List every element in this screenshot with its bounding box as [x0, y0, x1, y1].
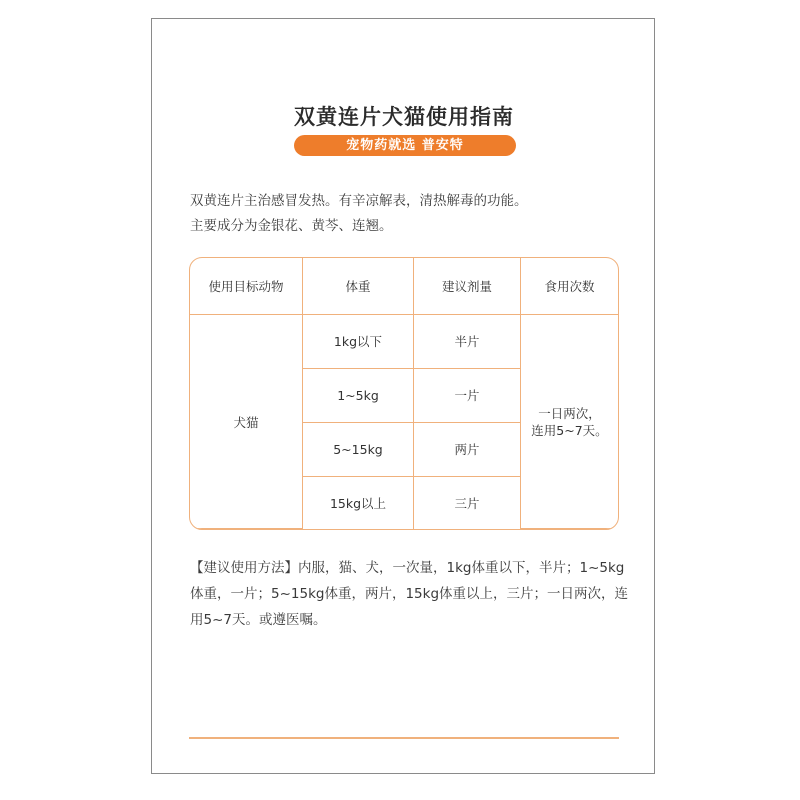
frequency-cell — [521, 315, 619, 529]
method-line-3: 用5~7天。或遵医嘱。 — [190, 612, 327, 628]
dosage-table — [189, 257, 619, 530]
weight-cell: 5~15kg — [303, 422, 414, 476]
method-line-2: 体重，一片；5~15kg体重，两片，15kg体重以上，三片；一日两次，连 — [190, 586, 629, 602]
intro-line-1: 双黄连片主治感冒发热。有辛凉解表，清热解毒的功能。 — [190, 193, 528, 209]
guide-page — [151, 18, 655, 774]
frequency-line-1: 一日两次， — [538, 405, 601, 421]
header-frequency: 食用次数 — [521, 258, 619, 315]
tagline-badge: 宠物药就选 普安特 — [294, 135, 516, 156]
weight-cell: 1~5kg — [303, 368, 414, 422]
bottom-divider — [189, 737, 619, 739]
header-target-animal: 使用目标动物 — [190, 258, 303, 315]
frequency-line-2: 连用5~7天。 — [531, 422, 608, 438]
table-row — [190, 315, 618, 369]
dose-cell: 一片 — [414, 368, 521, 422]
header-weight: 体重 — [303, 258, 414, 315]
table-header-row — [190, 258, 618, 315]
header-dose: 建议剂量 — [414, 258, 521, 315]
usage-method-text — [190, 555, 630, 633]
animal-cell: 犬猫 — [190, 315, 303, 529]
intro-line-2: 主要成分为金银花、黄芩、连翘。 — [190, 218, 393, 234]
weight-cell: 15kg以上 — [303, 476, 414, 528]
dose-cell: 半片 — [414, 315, 521, 369]
page-title: 双黄连片犬猫使用指南 — [294, 105, 514, 129]
dose-cell: 两片 — [414, 422, 521, 476]
dose-cell: 三片 — [414, 476, 521, 528]
method-line-1: 【建议使用方法】内服，猫、犬，一次量，1kg体重以下，半片；1~5kg — [190, 560, 625, 576]
intro-text — [190, 189, 630, 239]
weight-cell: 1kg以下 — [303, 315, 414, 369]
